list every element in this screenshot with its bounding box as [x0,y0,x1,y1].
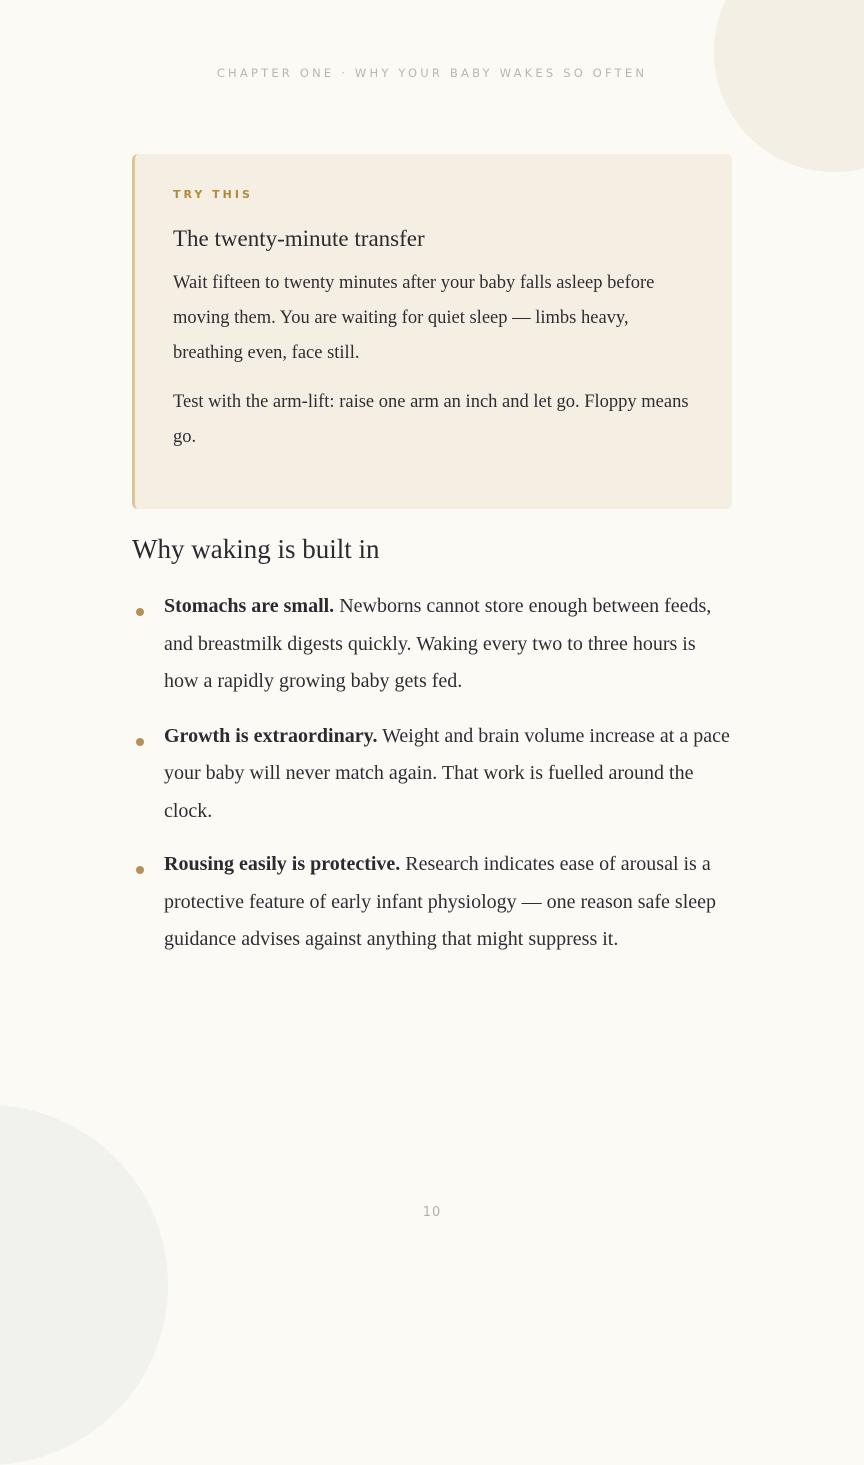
callout-paragraph: Test with the arm-lift: raise one arm an inch and let go. Floppy means go. [173,391,689,447]
try-this-callout [132,154,732,509]
decorative-circle-top [714,0,864,172]
list-item [132,588,732,701]
callout-paragraph: Wait fifteen to twenty minutes after your baby falls asleep before moving them. You are waiting for quiet sleep — limbs heavy, breathing even, face still. [173,272,655,363]
item-text: Weight and brain volume increase at a pace your baby will never match again. That work is fuelled around the clock. [164,724,730,822]
item-lead: Growth is extraordinary. [164,724,378,747]
item-lead: Rousing easily is protective. [164,853,401,875]
bullet-dot-icon [136,866,144,874]
item-text: Research indicates ease of arousal is a protective feature of early infant physiology — one reason safe sleep guidance advises against anything that might suppress it. [164,853,717,950]
running-head: CHAPTER ONE · WHY YOUR BABY WAKES SO OFTEN [216,66,648,80]
callout-body [173,266,692,455]
item-text: Newborns cannot store enough between feeds, and breastmilk digests quickly. Waking every two to three hours is how a rapidly growing baby gets fed. [164,595,712,692]
callout-title: The twenty-minute transfer [173,226,425,251]
item-lead: Stomachs are small. [164,595,335,617]
decorative-circle-bottom [0,1105,168,1465]
list-item [132,846,732,959]
callout-kicker: TRY THIS [173,188,253,201]
section-heading: Why waking is built in [132,534,380,564]
bullet-dot-icon [136,738,144,746]
list-item [132,718,732,831]
bullet-dot-icon [136,608,144,616]
page-number: 10 [422,1205,442,1220]
bullet-list [132,588,732,976]
